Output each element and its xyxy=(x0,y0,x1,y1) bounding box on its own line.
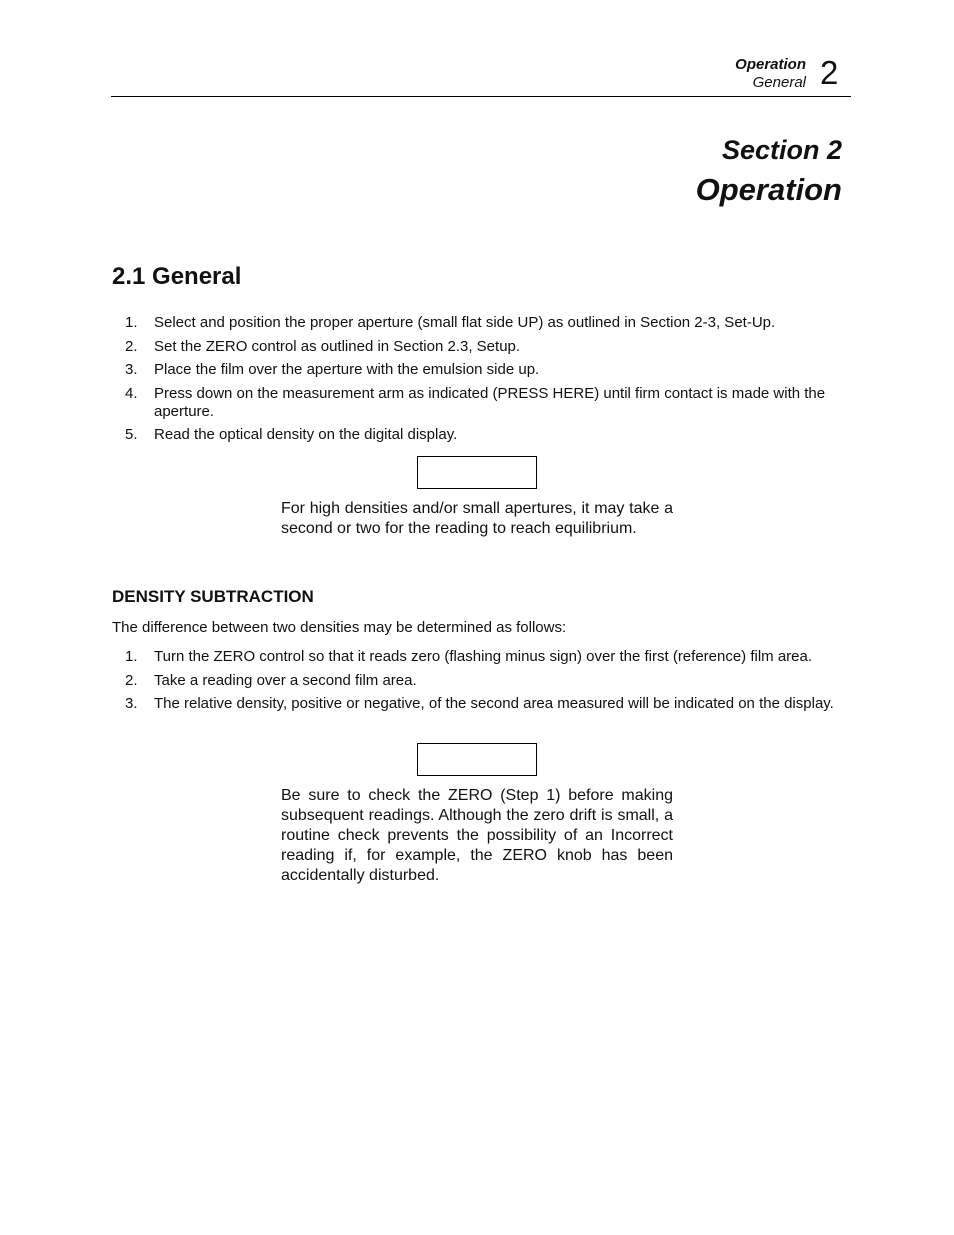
density-subtraction-heading: DENSITY SUBTRACTION xyxy=(112,587,314,606)
list-item xyxy=(112,361,842,379)
note-label-box xyxy=(417,743,537,776)
step-number: 4. xyxy=(125,384,138,402)
step-text: The relative density, positive or negative, of the second area measured will be indicated on the display. xyxy=(154,695,834,712)
chapter-number: 2 xyxy=(820,54,839,91)
list-item xyxy=(112,426,842,444)
step-number: 2. xyxy=(125,671,138,689)
running-header xyxy=(735,55,806,91)
step-text: Place the film over the aperture with the emulsion side up. xyxy=(154,361,540,378)
step-text: Set the ZERO control as outlined in Section 2.3, Setup. xyxy=(154,337,521,355)
step-text: Turn the ZERO control so that it reads zero (flashing minus sign) over the first (reference) film area. xyxy=(154,648,813,665)
step-number: 1. xyxy=(125,648,138,665)
step-number: 5. xyxy=(125,426,138,443)
general-steps-list xyxy=(112,314,842,450)
list-item xyxy=(112,672,842,690)
list-item xyxy=(112,648,842,666)
step-text: Press down on the measurement arm as indicated (PRESS HERE) until firm contact is made with the aperture. xyxy=(154,384,826,420)
note-label-box xyxy=(417,456,537,489)
density-intro: The difference between two densities may be determined as follows: xyxy=(112,619,567,636)
header-section: General xyxy=(752,74,806,91)
note-text: Be sure to check the ZERO (Step 1) before making subsequent readings. Although the zero drift is small, a routine check prevents the possibility of an Incorrect reading if, for example, the ZERO knob has been accidentally disturbed. xyxy=(281,787,673,884)
step-number: 2. xyxy=(125,337,138,355)
step-number: 3. xyxy=(125,361,138,378)
section-label: Section 2 xyxy=(721,135,842,165)
header-chapter: Operation xyxy=(735,56,806,73)
list-item xyxy=(112,338,842,356)
general-heading: 2.1 General xyxy=(112,263,242,290)
section-title: Operation xyxy=(695,172,842,207)
list-item xyxy=(112,695,842,713)
density-steps-list xyxy=(112,648,842,719)
list-item xyxy=(112,314,842,332)
note-text: For high densities and/or small apertures, it may take a second or two for the reading to reach equilibrium. xyxy=(281,500,673,537)
list-item xyxy=(112,385,842,421)
step-text: Take a reading over a second film area. xyxy=(154,671,417,689)
step-text: Read the optical density on the digital display. xyxy=(154,426,458,443)
step-number: 3. xyxy=(125,695,138,712)
header-rule xyxy=(111,96,851,97)
step-number: 1. xyxy=(125,314,138,331)
step-text: Select and position the proper aperture (small flat side UP) as outlined in Section 2-3, Set-Up. xyxy=(154,314,776,331)
